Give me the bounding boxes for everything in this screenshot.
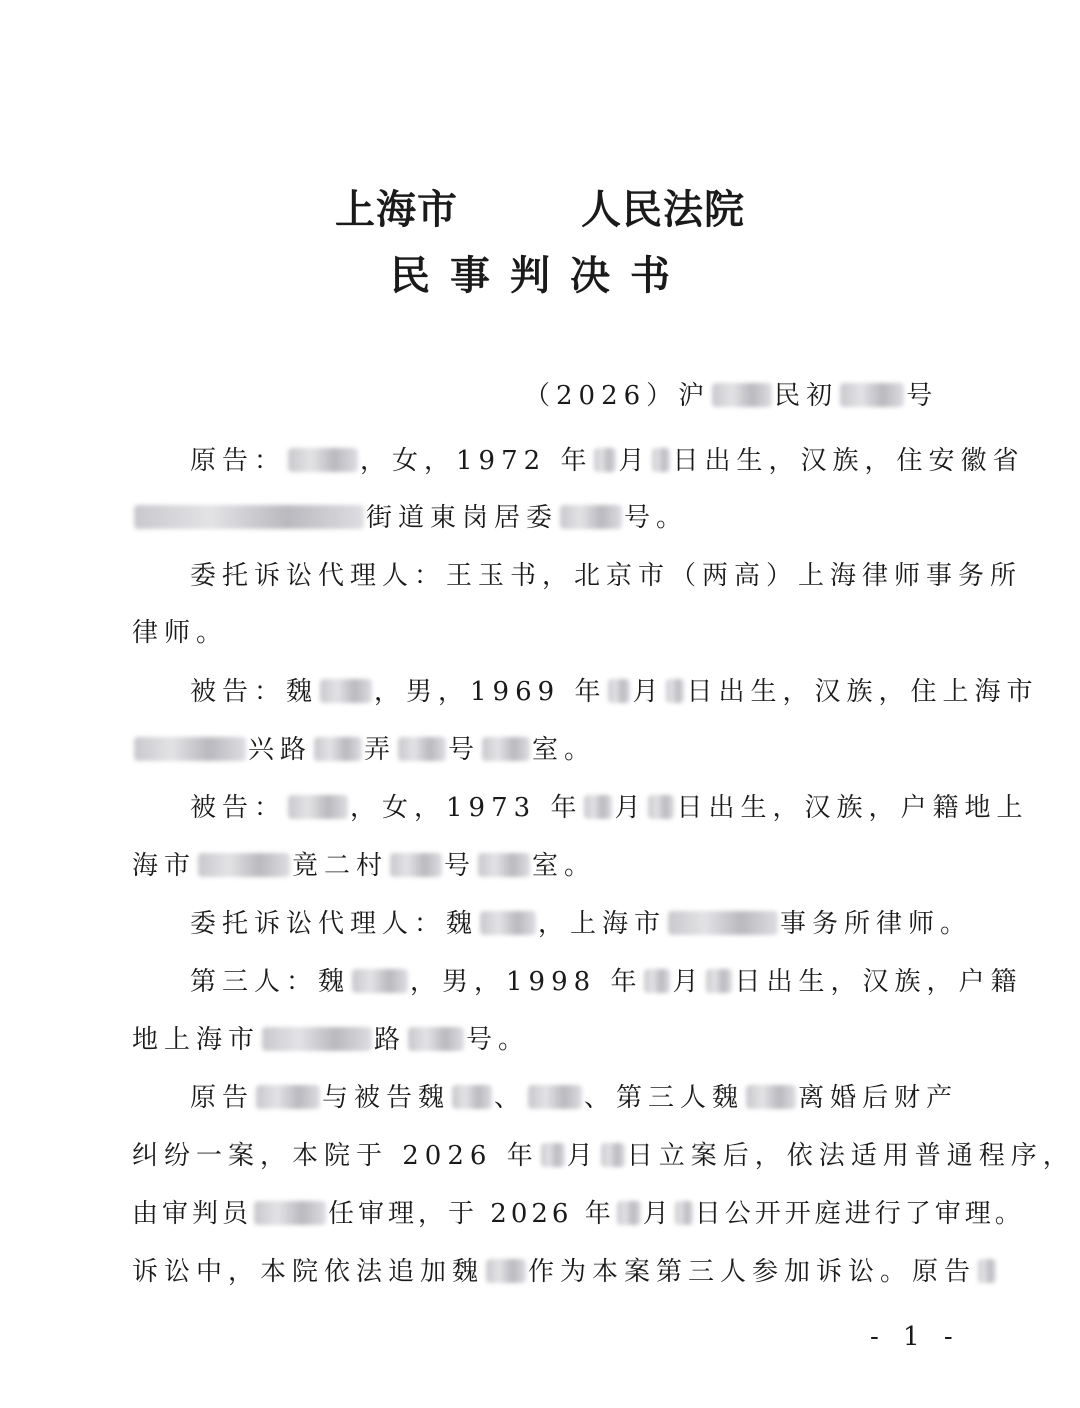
case-body-line-4 xyxy=(132,1252,998,1292)
case-number-suffix: 号 xyxy=(906,381,939,411)
redacted-block xyxy=(398,737,446,761)
text-segment: 日出生，汉族，住上海市 xyxy=(686,677,1039,707)
text-segment: 月 xyxy=(632,677,665,707)
text-segment: 号。 xyxy=(624,503,689,533)
text-segment: 与被告魏 xyxy=(322,1083,451,1113)
redacted-block xyxy=(256,1085,320,1109)
text-segment: 室。 xyxy=(532,735,597,765)
text-segment: 号。 xyxy=(466,1025,531,1055)
redacted-block xyxy=(746,1085,796,1109)
text-segment: ，上海市 xyxy=(538,909,667,939)
text-segment: 任审理，于 2026 年 xyxy=(328,1199,615,1229)
case-body-line-1 xyxy=(190,1078,958,1118)
redacted-block xyxy=(644,969,670,993)
text-segment: 日立案后，依法适用普通程序， xyxy=(626,1141,1075,1171)
text-segment: 事务所律师。 xyxy=(780,909,973,939)
redacted-block xyxy=(486,1259,526,1283)
page-number: - 1 - xyxy=(870,1322,961,1352)
redacted-block xyxy=(482,737,530,761)
text-segment: 作为本案第三人参加诉讼。原告 xyxy=(528,1257,977,1287)
case-number-type: 民初 xyxy=(774,381,839,411)
text-segment: 街道東岗居委 xyxy=(366,503,559,533)
text-segment: 月 xyxy=(642,1199,673,1229)
text-segment: 离婚后财产 xyxy=(798,1083,959,1113)
text-segment: 路 xyxy=(374,1025,407,1055)
text-segment: 日出生，汉族，户籍地上 xyxy=(676,793,1029,823)
redacted-block xyxy=(668,911,778,935)
redacted-block xyxy=(254,1201,326,1225)
text-segment: 月 xyxy=(614,793,647,823)
text-segment: 日公开开庭进行了审理。 xyxy=(694,1199,1025,1229)
text-segment: 委托诉讼代理人：魏 xyxy=(190,909,479,939)
redacted-block xyxy=(198,853,290,877)
document-title: 民事判决书 xyxy=(390,252,690,299)
redacted-block xyxy=(594,448,616,472)
text-segment: 被告： xyxy=(190,793,287,823)
text-segment: ，男，1998 年 xyxy=(410,967,643,997)
text-segment: 被告：魏 xyxy=(190,677,319,707)
redacted-block xyxy=(452,1085,492,1109)
plaintiff-address-line xyxy=(132,498,688,538)
text-segment: 地上海市 xyxy=(132,1025,261,1055)
text-segment: 诉讼中，本院依法追加魏 xyxy=(132,1257,485,1287)
defendant1-line xyxy=(190,672,1038,712)
text-segment: 、 xyxy=(494,1083,527,1113)
third-party-address-line xyxy=(132,1020,530,1060)
plaintiff-agent-line xyxy=(190,556,1022,596)
redacted-block xyxy=(480,911,536,935)
text-segment: 月 xyxy=(672,967,705,997)
text-segment: 月 xyxy=(566,1141,599,1171)
text-segment: 原告 xyxy=(190,1083,255,1113)
text-segment: 兴路 xyxy=(248,735,313,765)
text-segment: 原告： xyxy=(190,446,287,476)
defendant2-agent-line xyxy=(190,904,972,944)
redacted-block xyxy=(390,853,442,877)
third-party-line xyxy=(190,962,1022,1002)
redacted-block xyxy=(648,795,674,819)
redacted-block xyxy=(352,969,408,993)
redacted-block xyxy=(666,679,684,703)
text-segment: 海市 xyxy=(132,851,197,881)
text-segment: 室。 xyxy=(532,851,597,881)
case-number-prefix: （2026）沪 xyxy=(524,381,711,411)
text-segment: 律师。 xyxy=(132,618,229,648)
redacted-block xyxy=(134,737,246,761)
redacted-block xyxy=(320,679,372,703)
redacted-block xyxy=(584,795,612,819)
text-segment: 第三人：魏 xyxy=(190,967,351,997)
text-segment: ，女，1973 年 xyxy=(350,793,583,823)
redacted-block xyxy=(978,1259,996,1283)
text-segment: 纠纷一案，本院于 2026 年 xyxy=(132,1141,539,1171)
redacted-block xyxy=(560,505,622,529)
text-segment: 月 xyxy=(618,446,651,476)
redacted-block xyxy=(262,1027,372,1051)
text-segment: 由审判员 xyxy=(132,1199,253,1229)
plaintiff-line xyxy=(190,441,1024,481)
text-segment: 弄 xyxy=(364,735,397,765)
redacted-block xyxy=(712,383,772,407)
redacted-block xyxy=(706,969,732,993)
redacted-block xyxy=(608,679,630,703)
redacted-block xyxy=(408,1027,464,1051)
redacted-block xyxy=(601,1143,625,1167)
defendant1-address-line xyxy=(132,730,596,770)
redacted-block xyxy=(288,448,358,472)
case-body-line-3 xyxy=(132,1194,1025,1234)
redacted-block xyxy=(675,1201,693,1225)
redacted-block xyxy=(478,853,530,877)
text-segment: 日出生，汉族，户籍 xyxy=(734,967,1023,997)
redacted-block xyxy=(528,1085,582,1109)
text-segment: 、第三人魏 xyxy=(584,1083,745,1113)
court-name: 上海市 人民法院 xyxy=(335,186,745,233)
text-segment: 日出生，汉族，住安徽省 xyxy=(672,446,1025,476)
redacted-block xyxy=(314,737,362,761)
redacted-block xyxy=(541,1143,565,1167)
text-segment: ，男，1969 年 xyxy=(374,677,607,707)
text-segment: 号 xyxy=(448,735,481,765)
case-number xyxy=(524,376,938,416)
redacted-block xyxy=(840,383,904,407)
text-segment: 号 xyxy=(444,851,477,881)
defendant2-line xyxy=(190,788,1028,828)
redacted-block xyxy=(617,1201,641,1225)
redacted-block xyxy=(652,448,670,472)
text-segment: ，女，1972 年 xyxy=(360,446,593,476)
defendant2-address-line xyxy=(132,846,596,886)
redacted-block xyxy=(288,795,348,819)
redacted-block xyxy=(134,505,364,529)
text-segment: 委托诉讼代理人：王玉书，北京市（两高）上海律师事务所 xyxy=(190,561,1023,591)
text-segment: 竟二村 xyxy=(292,851,389,881)
plaintiff-agent-line-cont xyxy=(132,613,228,653)
case-body-line-2 xyxy=(132,1136,1075,1176)
